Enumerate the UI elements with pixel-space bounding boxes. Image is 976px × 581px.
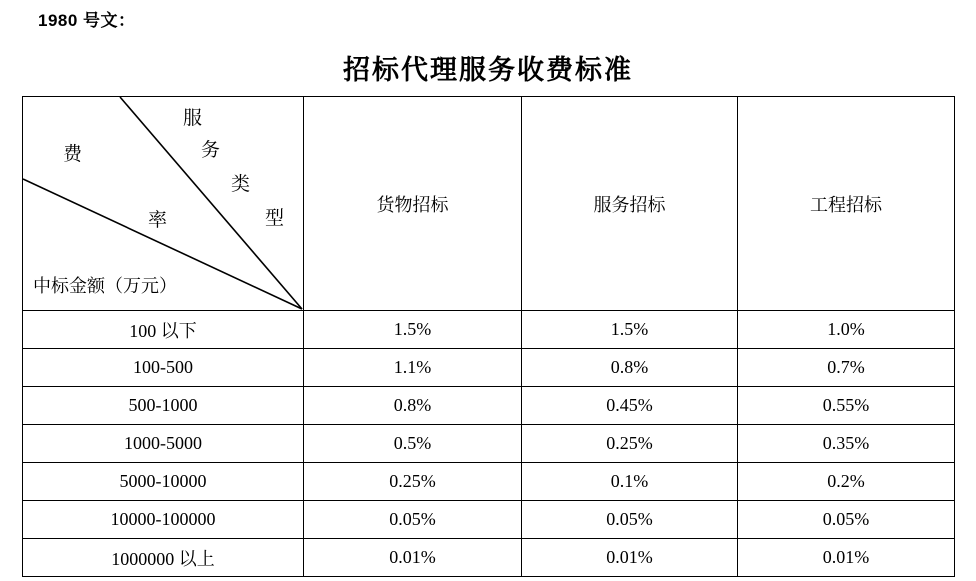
row-value-service: 0.8%	[522, 349, 738, 387]
row-value-service: 1.5%	[522, 311, 738, 349]
row-value-engineering: 0.7%	[738, 349, 955, 387]
header-fee-char: 费	[63, 144, 83, 165]
row-label: 10000-100000	[23, 501, 304, 539]
column-header-engineering: 工程招标	[738, 97, 955, 311]
row-value-service: 0.01%	[522, 539, 738, 577]
row-value-goods: 0.8%	[304, 387, 522, 425]
row-label: 500-1000	[23, 387, 304, 425]
row-value-engineering: 0.2%	[738, 463, 955, 501]
document-note: 1980 号文：	[38, 11, 136, 30]
row-label: 100-500	[23, 349, 304, 387]
header-service-char-2: 务	[201, 140, 221, 161]
table-row	[23, 539, 955, 577]
row-value-goods: 0.01%	[304, 539, 522, 577]
row-value-service: 0.1%	[522, 463, 738, 501]
row-value-goods: 1.1%	[304, 349, 522, 387]
column-header-goods: 货物招标	[304, 97, 522, 311]
header-service-char: 服	[183, 108, 203, 129]
header-type-char-2: 型	[265, 208, 285, 229]
row-value-goods: 0.05%	[304, 501, 522, 539]
row-value-goods: 1.5%	[304, 311, 522, 349]
column-header-service: 服务招标	[522, 97, 738, 311]
row-value-goods: 0.25%	[304, 463, 522, 501]
table-row	[23, 463, 955, 501]
table-header-row	[23, 97, 955, 311]
row-label: 5000-10000	[23, 463, 304, 501]
row-value-engineering: 0.55%	[738, 387, 955, 425]
header-rate-char: 率	[148, 210, 168, 231]
row-value-engineering: 0.35%	[738, 425, 955, 463]
row-value-service: 0.05%	[522, 501, 738, 539]
row-label: 1000000 以上	[23, 539, 304, 577]
table-row	[23, 311, 955, 349]
table-row	[23, 425, 955, 463]
row-label: 1000-5000	[23, 425, 304, 463]
row-value-service: 0.25%	[522, 425, 738, 463]
row-value-service: 0.45%	[522, 387, 738, 425]
page-title: 招标代理服务收费标准	[343, 55, 633, 85]
header-amount-label: 中标金额（万元）	[33, 276, 177, 296]
row-value-engineering: 0.01%	[738, 539, 955, 577]
row-label: 100 以下	[23, 311, 304, 349]
table-row	[23, 501, 955, 539]
row-value-engineering: 0.05%	[738, 501, 955, 539]
row-value-goods: 0.5%	[304, 425, 522, 463]
table-row	[23, 349, 955, 387]
header-corner-cell	[23, 97, 304, 311]
fee-standard-table-wrapper	[22, 96, 954, 577]
table-row	[23, 387, 955, 425]
header-type-char-1: 类	[231, 174, 251, 195]
row-value-engineering: 1.0%	[738, 311, 955, 349]
fee-standard-table	[22, 96, 955, 577]
